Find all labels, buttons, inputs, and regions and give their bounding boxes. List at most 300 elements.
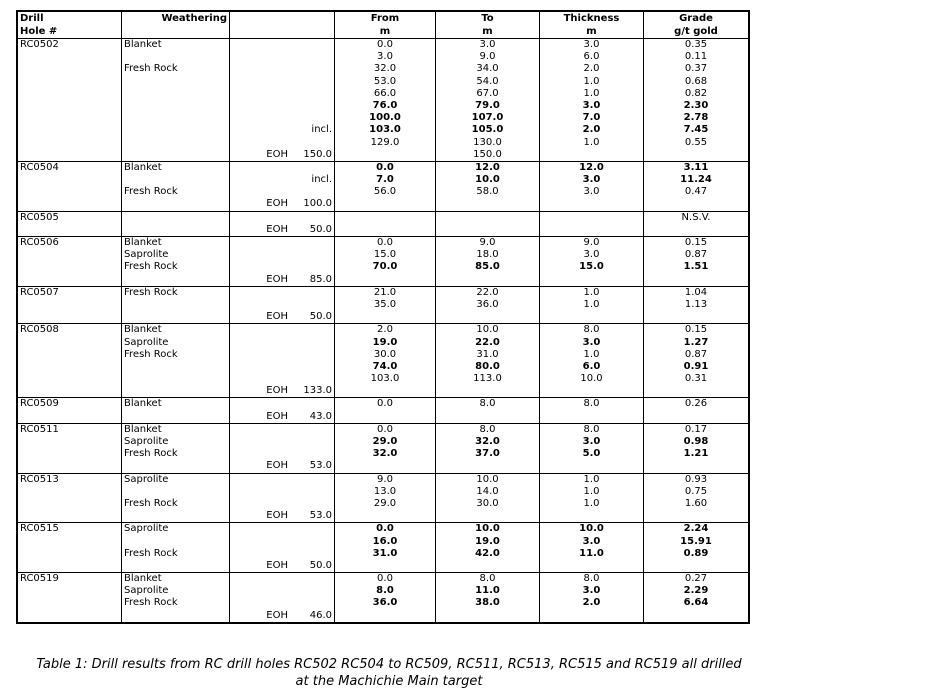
cell-grade: 0.87 (684, 348, 708, 360)
cell-to (436, 198, 540, 210)
eoh-depth: 50.0 (309, 223, 332, 235)
table-row (18, 124, 748, 136)
cell-from: 31.0 (335, 548, 436, 560)
cell-from (335, 198, 436, 210)
cell-drill-hole-id (18, 249, 122, 261)
cell-to: 10.0 (436, 174, 540, 186)
cell-thickness (540, 224, 644, 236)
table-row (18, 174, 748, 186)
cell-weathering (122, 361, 230, 373)
cell-grade: 0.35 (684, 39, 708, 50)
cell-thickness (540, 311, 644, 323)
cell-to: 67.0 (436, 88, 540, 100)
cell-from (335, 149, 436, 161)
table-row (18, 137, 748, 149)
cell-to: 54.0 (436, 76, 540, 88)
cell-drill-hole-id (18, 560, 122, 572)
cell-to: 19.0 (436, 536, 540, 548)
cell-drill-hole-id (18, 448, 122, 460)
cell-thickness: 12.0 (540, 162, 644, 174)
header-from (335, 12, 436, 38)
table-row (18, 498, 748, 510)
eoh-depth: 85.0 (309, 273, 332, 285)
cell-thickness: 3.0 (540, 174, 644, 186)
eoh-label: EOH (266, 410, 288, 422)
cell-to: 8.0 (436, 424, 540, 436)
cell-weathering: Saprolite (122, 337, 230, 349)
cell-weathering (122, 137, 230, 149)
cell-drill-hole-id (18, 510, 122, 522)
cell-weathering: Blanket (122, 39, 230, 51)
cell-grade: 0.31 (684, 373, 708, 385)
cell-grade: 0.93 (684, 473, 708, 485)
cell-interval-note (230, 137, 335, 149)
eoh-row (18, 460, 748, 472)
cell-grade: 0.26 (684, 398, 708, 410)
cell-to: 22.0 (436, 287, 540, 299)
table-row (18, 186, 748, 198)
cell-from: 56.0 (335, 186, 436, 198)
cell-weathering (122, 88, 230, 100)
cell-weathering (122, 385, 230, 397)
table-row (18, 486, 748, 498)
cell-interval-note (230, 324, 335, 336)
cell-interval-note (230, 112, 335, 124)
eoh-row (18, 610, 748, 622)
cell-drill-hole-id (18, 361, 122, 373)
cell-from: 0.0 (335, 237, 436, 249)
cell-weathering (122, 212, 230, 224)
table-row (18, 51, 748, 63)
hole-block (18, 237, 748, 287)
cell-interval-note (230, 448, 335, 460)
cell-grade (644, 149, 748, 161)
cell-thickness: 1.0 (540, 287, 644, 299)
cell-to (436, 274, 540, 286)
header-interval-note (230, 12, 335, 38)
eoh-depth: 50.0 (309, 559, 332, 571)
table-row (18, 212, 748, 224)
cell-to: 37.0 (436, 448, 540, 460)
cell-to: 107.0 (436, 112, 540, 124)
cell-weathering: Fresh Rock (122, 63, 230, 75)
cell-grade: 0.75 (684, 485, 708, 497)
cell-interval-note (230, 498, 335, 510)
cell-weathering: Fresh Rock (122, 261, 230, 273)
cell-thickness (540, 460, 644, 472)
hole-block (18, 287, 748, 325)
cell-from: 103.0 (335, 124, 436, 136)
cell-to (436, 610, 540, 622)
cell-grade: 1.13 (684, 298, 708, 310)
cell-from: 74.0 (335, 361, 436, 373)
header-thickness (540, 12, 644, 38)
cell-drill-hole-id (18, 373, 122, 385)
header-weathering (122, 12, 230, 38)
cell-thickness (540, 198, 644, 210)
cell-from: 0.0 (335, 523, 436, 535)
cell-to: 14.0 (436, 486, 540, 498)
cell-from: 53.0 (335, 76, 436, 88)
cell-drill-hole-id (18, 137, 122, 149)
eoh-depth: 46.0 (309, 609, 332, 621)
cell-thickness: 1.0 (540, 76, 644, 88)
eoh-label: EOH (266, 385, 288, 397)
cell-to: 85.0 (436, 261, 540, 273)
cell-from (335, 311, 436, 323)
cell-grade: 0.15 (684, 237, 708, 248)
cell-grade (644, 411, 748, 423)
header-from-line1: From (370, 13, 400, 24)
cell-thickness: 2.0 (540, 124, 644, 136)
table-row (18, 162, 748, 174)
table-caption (0, 657, 778, 690)
cell-from (335, 224, 436, 236)
cell-thickness (540, 212, 644, 224)
cell-from (335, 560, 436, 572)
cell-eoh (230, 411, 335, 423)
cell-thickness (540, 610, 644, 622)
cell-to: 31.0 (436, 349, 540, 361)
cell-interval-note (230, 261, 335, 273)
cell-drill-hole-id: RC0509 (18, 398, 122, 410)
cell-to: 150.0 (436, 149, 540, 161)
cell-thickness: 2.0 (540, 597, 644, 609)
cell-to: 38.0 (436, 597, 540, 609)
cell-weathering: Blanket (122, 573, 230, 585)
cell-from: 100.0 (335, 112, 436, 124)
cell-to: 22.0 (436, 337, 540, 349)
cell-to (436, 411, 540, 423)
cell-grade: 1.27 (683, 336, 709, 348)
cell-from: 2.0 (335, 324, 436, 336)
cell-eoh (230, 510, 335, 522)
cell-thickness: 1.0 (540, 349, 644, 361)
cell-thickness: 7.0 (540, 112, 644, 124)
cell-grade: 0.17 (684, 423, 708, 435)
cell-drill-hole-id (18, 486, 122, 498)
cell-drill-hole-id (18, 597, 122, 609)
cell-drill-hole-id (18, 536, 122, 548)
cell-eoh (230, 385, 335, 397)
cell-interval-note (230, 597, 335, 609)
cell-thickness: 1.0 (540, 486, 644, 498)
header-to-line2: m (482, 25, 493, 37)
table-row (18, 324, 748, 336)
cell-grade: 2.29 (683, 585, 709, 597)
cell-to: 10.0 (436, 324, 540, 336)
cell-grade: 0.87 (684, 249, 708, 261)
cell-drill-hole-id (18, 498, 122, 510)
eoh-row (18, 385, 748, 397)
cell-weathering (122, 486, 230, 498)
table-row (18, 349, 748, 361)
cell-thickness: 1.0 (540, 474, 644, 486)
cell-eoh (230, 311, 335, 323)
cell-weathering (122, 224, 230, 236)
cell-interval-note (230, 398, 335, 410)
cell-interval-note (230, 76, 335, 88)
table-row (18, 237, 748, 249)
cell-weathering: Fresh Rock (122, 349, 230, 361)
cell-interval-note (230, 162, 335, 174)
cell-from: 7.0 (335, 174, 436, 186)
cell-thickness (540, 510, 644, 522)
cell-from: 21.0 (335, 287, 436, 299)
cell-weathering (122, 610, 230, 622)
cell-drill-hole-id: RC0507 (18, 287, 122, 299)
cell-drill-hole-id: RC0504 (18, 162, 122, 174)
cell-to: 18.0 (436, 249, 540, 261)
cell-from: 30.0 (335, 349, 436, 361)
cell-thickness: 8.0 (540, 324, 644, 336)
cell-weathering: Saprolite (122, 436, 230, 448)
cell-weathering (122, 174, 230, 186)
cell-from: 35.0 (335, 299, 436, 311)
cell-grade (644, 385, 748, 397)
cell-thickness: 9.0 (540, 237, 644, 249)
eoh-row (18, 560, 748, 572)
hole-block (18, 398, 748, 423)
table-row (18, 548, 748, 560)
cell-thickness: 6.0 (540, 51, 644, 63)
cell-from: 76.0 (335, 100, 436, 112)
cell-from: 3.0 (335, 51, 436, 63)
cell-interval-note (230, 299, 335, 311)
cell-grade: 2.24 (683, 523, 709, 535)
cell-from (335, 411, 436, 423)
table-row (18, 63, 748, 75)
table-row (18, 361, 748, 373)
cell-to: 79.0 (436, 100, 540, 112)
cell-to (436, 510, 540, 522)
cell-eoh (230, 460, 335, 472)
cell-drill-hole-id (18, 299, 122, 311)
cell-weathering: Saprolite (122, 249, 230, 261)
cell-interval-note (230, 212, 335, 224)
cell-grade: 6.64 (683, 597, 709, 609)
cell-weathering (122, 311, 230, 323)
cell-thickness: 3.0 (540, 249, 644, 261)
cell-interval-note (230, 237, 335, 249)
eoh-label: EOH (266, 148, 288, 160)
header-grade (644, 12, 748, 38)
cell-interval-note (230, 536, 335, 548)
cell-interval-note (230, 337, 335, 349)
cell-to: 9.0 (436, 237, 540, 249)
cell-thickness: 8.0 (540, 424, 644, 436)
cell-drill-hole-id (18, 261, 122, 273)
cell-eoh (230, 560, 335, 572)
cell-interval-note (230, 39, 335, 51)
cell-drill-hole-id: RC0515 (18, 523, 122, 535)
cell-weathering: Blanket (122, 324, 230, 336)
cell-from: 0.0 (335, 424, 436, 436)
cell-thickness: 8.0 (540, 573, 644, 585)
cell-interval-note (230, 573, 335, 585)
cell-from: 66.0 (335, 88, 436, 100)
table-row (18, 299, 748, 311)
header-grade-line1: Grade (679, 13, 713, 24)
cell-thickness: 3.0 (540, 39, 644, 51)
cell-interval-note: incl. (230, 174, 335, 186)
hole-block (18, 424, 748, 474)
header-weathering-label: Weathering (161, 13, 227, 24)
caption-line2: at the Machichie Main target (295, 673, 483, 689)
eoh-row (18, 510, 748, 522)
cell-thickness: 6.0 (540, 361, 644, 373)
table-body (18, 39, 748, 622)
cell-thickness (540, 411, 644, 423)
cell-weathering (122, 274, 230, 286)
table-row (18, 249, 748, 261)
cell-thickness: 3.0 (540, 436, 644, 448)
cell-drill-hole-id (18, 76, 122, 88)
cell-from: 8.0 (335, 585, 436, 597)
cell-grade: 0.98 (683, 436, 709, 447)
cell-from: 0.0 (335, 162, 436, 174)
cell-from: 9.0 (335, 474, 436, 486)
cell-from: 29.0 (335, 436, 436, 448)
hole-block (18, 212, 748, 237)
cell-thickness: 3.0 (540, 585, 644, 597)
cell-drill-hole-id (18, 436, 122, 448)
cell-drill-hole-id (18, 585, 122, 597)
cell-interval-note (230, 186, 335, 198)
cell-grade: 0.15 (684, 324, 708, 336)
cell-weathering (122, 536, 230, 548)
cell-to: 8.0 (436, 573, 540, 585)
cell-from: 0.0 (335, 573, 436, 585)
cell-weathering (122, 100, 230, 112)
cell-drill-hole-id (18, 349, 122, 361)
cell-weathering (122, 373, 230, 385)
cell-thickness: 1.0 (540, 498, 644, 510)
table-row (18, 373, 748, 385)
cell-to (436, 224, 540, 236)
cell-grade: 0.82 (684, 87, 708, 99)
table-row (18, 337, 748, 349)
cell-drill-hole-id: RC0505 (18, 212, 122, 224)
hole-block (18, 573, 748, 622)
cell-to: 10.0 (436, 474, 540, 486)
eoh-depth: 150.0 (303, 148, 332, 160)
table-row (18, 585, 748, 597)
cell-eoh (230, 610, 335, 622)
cell-weathering: Fresh Rock (122, 548, 230, 560)
cell-weathering: Fresh Rock (122, 287, 230, 299)
header-drill-hole-line2: Hole # (20, 25, 58, 37)
cell-eoh (230, 198, 335, 210)
cell-grade: 0.68 (684, 75, 708, 87)
cell-weathering: Saprolite (122, 523, 230, 535)
cell-interval-note (230, 63, 335, 75)
cell-grade: 1.21 (683, 448, 709, 460)
drill-results-table (16, 10, 750, 624)
cell-thickness: 1.0 (540, 137, 644, 149)
cell-to (436, 311, 540, 323)
cell-weathering (122, 299, 230, 311)
cell-eoh (230, 149, 335, 161)
eoh-label: EOH (266, 609, 288, 621)
cell-grade (644, 510, 748, 522)
cell-thickness: 15.0 (540, 261, 644, 273)
cell-weathering (122, 51, 230, 63)
cell-from: 129.0 (335, 137, 436, 149)
cell-drill-hole-id (18, 112, 122, 124)
cell-thickness: 8.0 (540, 398, 644, 410)
cell-grade: 1.51 (683, 261, 709, 273)
cell-interval-note (230, 486, 335, 498)
cell-thickness (540, 274, 644, 286)
cell-weathering (122, 198, 230, 210)
cell-grade: 0.89 (683, 547, 709, 559)
cell-drill-hole-id (18, 124, 122, 136)
cell-from (335, 460, 436, 472)
cell-interval-note (230, 474, 335, 486)
cell-weathering: Fresh Rock (122, 186, 230, 198)
table-row (18, 573, 748, 585)
cell-drill-hole-id (18, 100, 122, 112)
header-to-line1: To (481, 13, 494, 24)
eoh-row (18, 311, 748, 323)
cell-to: 130.0 (436, 137, 540, 149)
cell-from: 16.0 (335, 536, 436, 548)
eoh-row (18, 149, 748, 161)
cell-interval-note (230, 523, 335, 535)
cell-grade: 15.91 (680, 535, 712, 547)
cell-grade (644, 274, 748, 286)
cell-from: 103.0 (335, 373, 436, 385)
cell-to: 32.0 (436, 436, 540, 448)
cell-thickness: 3.0 (540, 186, 644, 198)
cell-weathering (122, 112, 230, 124)
cell-from: 0.0 (335, 398, 436, 410)
eoh-label: EOH (266, 223, 288, 235)
eoh-row (18, 411, 748, 423)
cell-to: 34.0 (436, 63, 540, 75)
cell-grade (644, 198, 748, 210)
eoh-label: EOH (266, 510, 288, 522)
cell-to: 42.0 (436, 548, 540, 560)
hole-block (18, 523, 748, 573)
cell-grade (644, 560, 748, 572)
cell-drill-hole-id (18, 63, 122, 75)
cell-thickness (540, 385, 644, 397)
cell-from: 15.0 (335, 249, 436, 261)
cell-thickness (540, 149, 644, 161)
cell-to (436, 560, 540, 572)
eoh-label: EOH (266, 559, 288, 571)
cell-weathering (122, 149, 230, 161)
table-row (18, 523, 748, 535)
cell-from: 29.0 (335, 498, 436, 510)
eoh-label: EOH (266, 273, 288, 285)
cell-from (335, 510, 436, 522)
cell-from: 19.0 (335, 337, 436, 349)
cell-weathering: Blanket (122, 237, 230, 249)
cell-eoh (230, 224, 335, 236)
cell-to: 80.0 (436, 361, 540, 373)
cell-from: 36.0 (335, 597, 436, 609)
cell-weathering: Saprolite (122, 474, 230, 486)
cell-grade: 7.45 (683, 124, 709, 136)
cell-to: 11.0 (436, 585, 540, 597)
eoh-label: EOH (266, 460, 288, 472)
cell-from: 32.0 (335, 448, 436, 460)
cell-drill-hole-id (18, 174, 122, 186)
header-thickness-line2: m (586, 25, 597, 37)
